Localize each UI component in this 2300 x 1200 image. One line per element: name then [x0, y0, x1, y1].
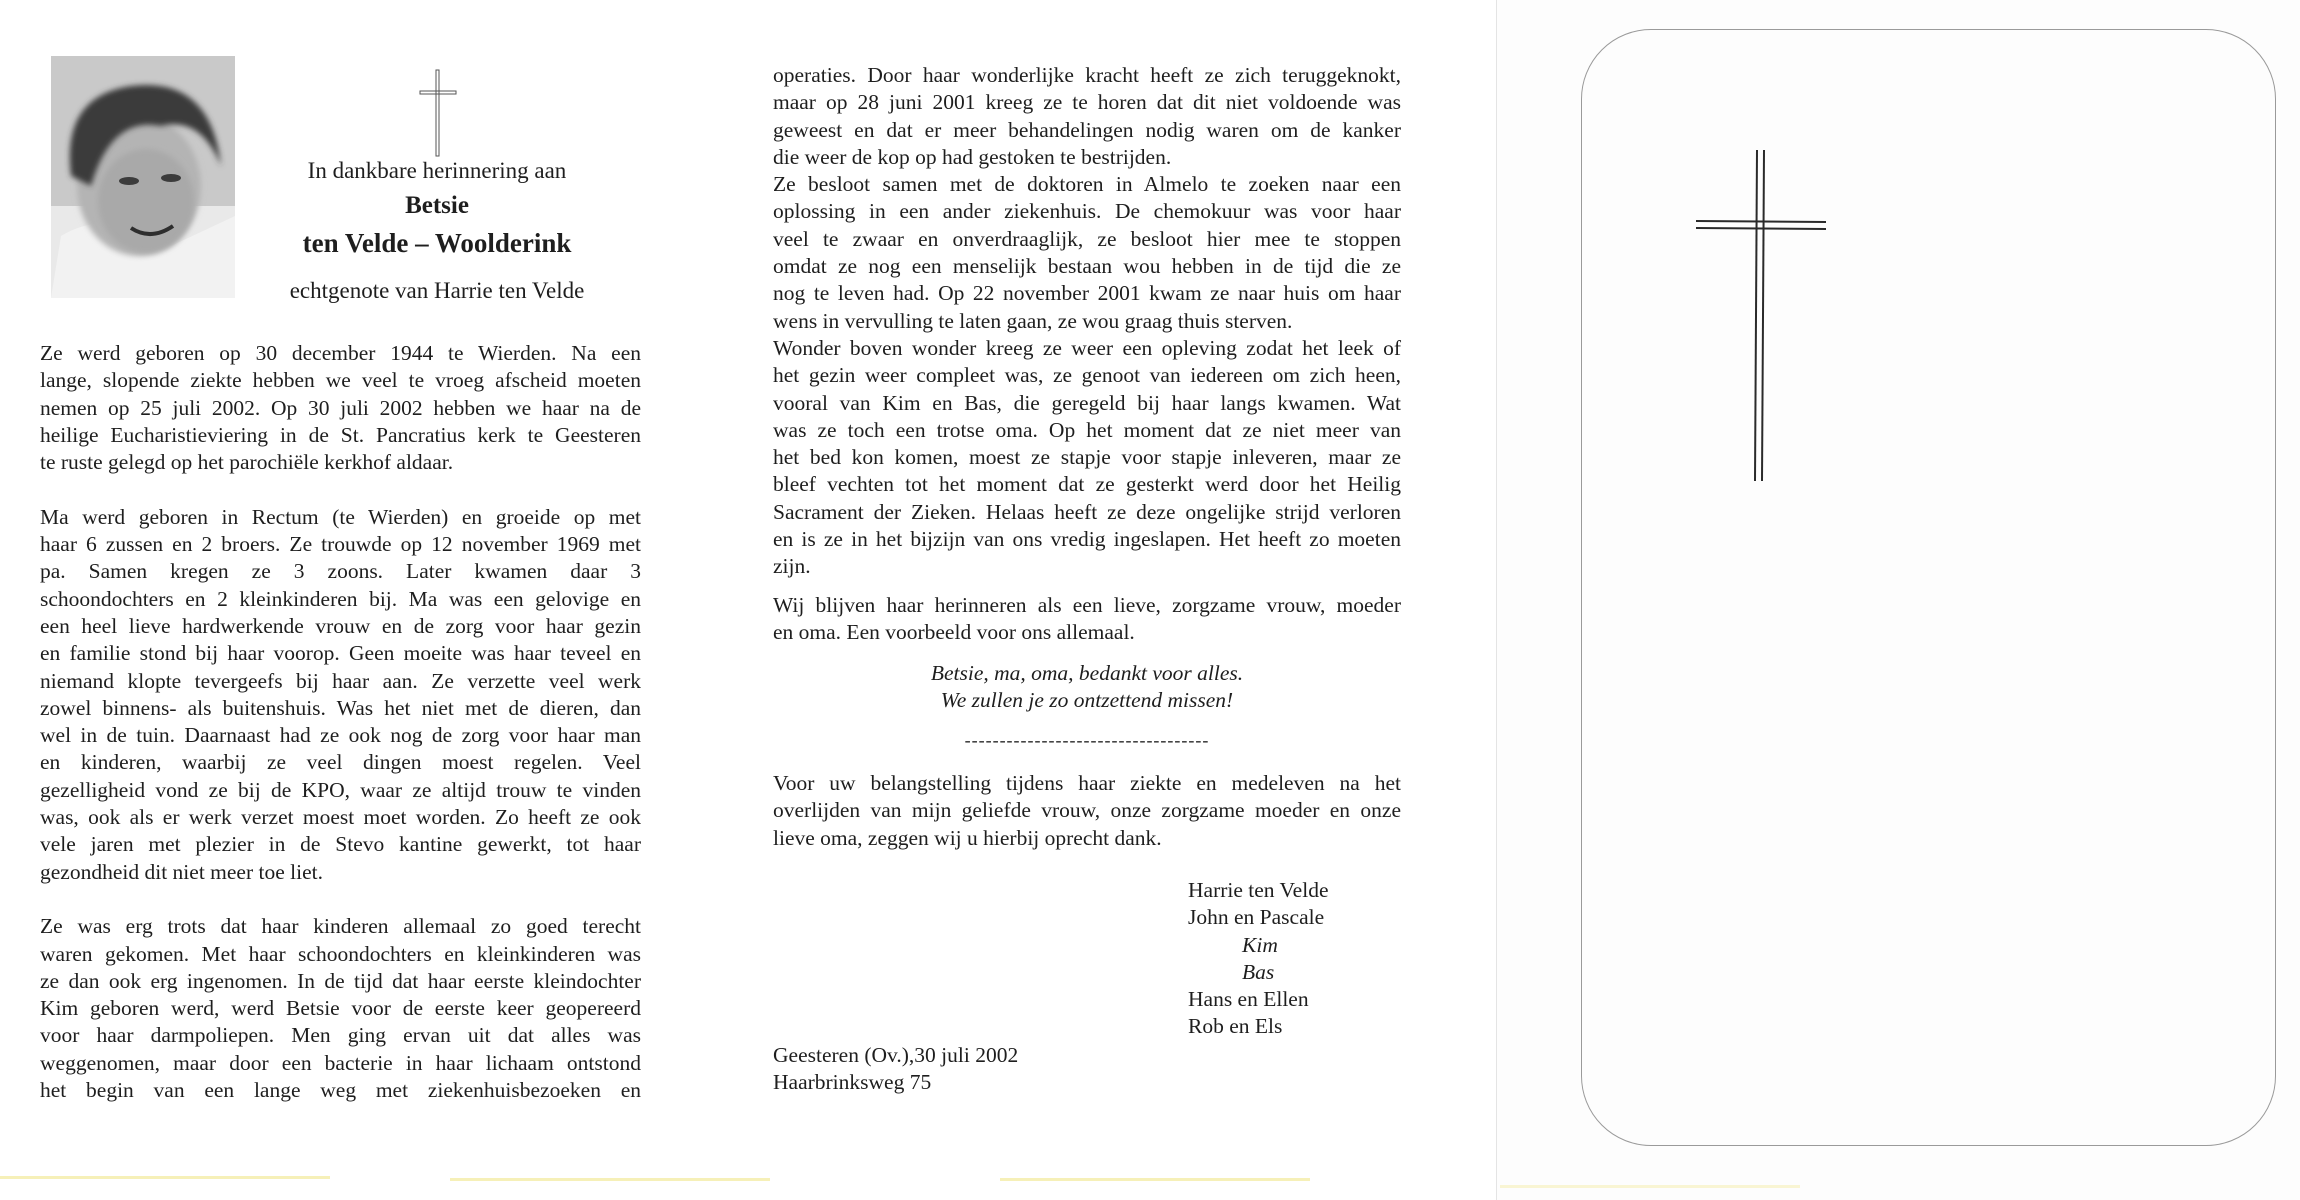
- text-line: gezelligheid vond ze bij de KPO, waar ze altijd trouw te vinden: [40, 777, 641, 802]
- text-line: het begin van een lange weg met ziekenhuisbezoeken en: [40, 1078, 641, 1103]
- text-line: nog te leven had. Op 22 november 2001 kwam ze naar huis om haar: [773, 281, 1401, 306]
- text-line: en is ze in het bijzijn van ons vredig ingeslapen. Het heeft zo moeten: [773, 527, 1401, 552]
- paper-edge: [1000, 1178, 1310, 1181]
- text-line: oplossing in een ander ziekenhuis. De chemokuur was voor haar: [773, 199, 1401, 224]
- biography-text: [40, 340, 641, 1104]
- cover-frame: [1581, 29, 2276, 1146]
- signatory-name: Kim: [1242, 932, 1278, 957]
- paragraph-gap: [40, 886, 641, 913]
- signatory-name: John en Pascale: [1188, 905, 1325, 930]
- biography-continued-text: [773, 62, 1401, 581]
- text-line: en oma. Een voorbeeld voor ons allemaal.: [773, 620, 1135, 645]
- text-line: operaties. Door haar wonderlijke kracht heeft ze zich teruggeknokt,: [773, 63, 1401, 87]
- signatory-name: Harrie ten Velde: [1188, 878, 1329, 902]
- text-line: die weer de kop op had gestoken te bestrijden.: [773, 144, 1172, 169]
- text-line: nemen op 25 juli 2002. Op 30 juli 2002 hebben we haar na de: [40, 395, 641, 420]
- text-line: Ma werd geboren in Rectum (te Wierden) en groeide op met: [40, 504, 641, 529]
- text-line: overlijden van mijn geliefde vrouw, onze zorgzame moeder en onze: [773, 798, 1401, 823]
- text-line: niemand klopte tevergeefs bij haar aan. Ze verzette veel werk: [40, 668, 641, 693]
- signatory-name: Hans en Ellen: [1188, 987, 1309, 1012]
- place-date: Geesteren (Ov.),30 juli 2002: [773, 1043, 1019, 1067]
- paper-edge: [1500, 1185, 1800, 1188]
- text-line: omdat ze nog een menselijk bestaan wou hebben in de tijd die ze: [773, 254, 1401, 279]
- text-line: gezondheid dit niet meer toe liet.: [40, 859, 323, 884]
- text-line: zijn.: [773, 554, 811, 579]
- paragraph: [773, 335, 1401, 581]
- text-line: en kinderen, waarbij ze veel dingen moest regelen. Veel: [40, 750, 641, 775]
- text-line: voor haar darmpoliepen. Men ging ervan uit dat alles was: [40, 1023, 641, 1048]
- paragraph-gap: [40, 476, 641, 503]
- text-line: veel te zwaar en onverdraaglijk, ze besloot hier mee te stoppen: [773, 226, 1401, 251]
- text-line: wel in de tuin. Daarnaast had ze ook nog de zorg voor haar man: [40, 723, 641, 748]
- signatory-name: Bas: [1242, 959, 1275, 984]
- spouse-line: echtgenote van Harrie ten Velde: [289, 278, 585, 303]
- signatory-name: Rob en Els: [1188, 1014, 1283, 1039]
- text-line: geweest en dat er meer behandelingen nodig waren om de kanker: [773, 117, 1401, 142]
- text-line: wens in vervulling te laten gaan, ze wou graag thuis sterven.: [773, 308, 1293, 333]
- text-line: was ze toch een trotse oma. Op het moment dat ze niet meer van: [773, 417, 1401, 442]
- address: Haarbrinksweg 75: [773, 1070, 932, 1095]
- text-line: Ze was erg trots dat haar kinderen allemaal zo goed terecht: [40, 914, 641, 939]
- cross-icon: [1690, 148, 1835, 488]
- paragraph: [773, 171, 1401, 335]
- thanks-paragraph: [773, 770, 1401, 852]
- text-line: waren gekomen. Met haar schoondochters en kleinkinderen was: [40, 941, 641, 966]
- first-name: Betsie: [405, 192, 469, 219]
- memorial-line: In dankbare herinnering aan: [307, 158, 567, 183]
- text-line: zowel binnens- als buitenshuis. Was het niet met de dieren, dan: [40, 695, 641, 720]
- text-line: schoondochters en 2 kleinkinderen bij. Ma was een gelovige en: [40, 586, 641, 611]
- text-line: bleef vechten tot het moment dat ze gesterkt werd door het Heilig: [773, 472, 1401, 497]
- paragraph: [773, 62, 1401, 171]
- paper-edge: [0, 1176, 330, 1179]
- text-line: weggenomen, maar door een bacterie in haar lichaam ontstond: [40, 1050, 641, 1075]
- full-name: ten Velde – Woolderink: [302, 228, 572, 258]
- text-line: vele jaren met plezier in de Stevo kantine gewerkt, tot haar: [40, 832, 641, 857]
- text-line: heilige Eucharistieviering in de St. Pancratius kerk te Geesteren: [40, 422, 641, 447]
- portrait-photo: [51, 56, 235, 298]
- divider: -----------------------------------: [964, 730, 1210, 750]
- text-line: Ze besloot samen met de doktoren in Almelo te zoeken naar een: [773, 172, 1401, 197]
- small-cross-icon: [418, 68, 458, 158]
- text-line: Ze werd geboren op 30 december 1944 te Wierden. Na een: [40, 341, 641, 365]
- sender-info: [773, 1042, 1173, 1097]
- text-line: het gezin weer compleet was, ze genoot van iedereen om zich heen,: [773, 363, 1401, 388]
- text-line: Wonder boven wonder kreeg ze weer een opleving zodat het leek of: [773, 335, 1401, 360]
- remembrance-paragraph: [773, 592, 1401, 647]
- paragraph: [40, 504, 641, 886]
- text-line: maar op 28 juni 2001 kreeg ze te horen dat dit niet voldoende was: [773, 90, 1401, 115]
- paper-edge: [450, 1178, 770, 1181]
- text-line: lange, slopende ziekte hebben we veel te vroeg afscheid moeten: [40, 368, 641, 393]
- text-line: het bed kon komen, moest ze stapje voor stapje inleveren, maar ze: [773, 445, 1401, 470]
- farewell-line: We zullen je zo ontzettend missen!: [940, 688, 1234, 713]
- text-line: haar 6 zussen en 2 broers. Ze trouwde op 12 november 1969 met: [40, 532, 641, 557]
- text-line: Sacrament der Zieken. Helaas heeft ze deze ongelijke strijd verloren: [773, 499, 1401, 524]
- text-line: Kim geboren werd, werd Betsie voor de eerste keer geopereerd: [40, 996, 641, 1021]
- text-line: Voor uw belangstelling tijdens haar ziekte en medeleven na het: [773, 771, 1401, 795]
- text-line: een heel lieve hardwerkende vrouw en de zorg voor haar gezin: [40, 613, 641, 638]
- text-line: ze dan ook erg ingenomen. In de tijd dat haar eerste kleindochter: [40, 968, 641, 993]
- text-line: te ruste gelegd op het parochiële kerkhof aldaar.: [40, 450, 454, 475]
- text-line: en familie stond bij haar voorop. Geen moeite was haar teveel en: [40, 641, 641, 666]
- text-line: lieve oma, zeggen wij u hierbij oprecht dank.: [773, 825, 1162, 850]
- paragraph: [40, 340, 641, 476]
- text-line: vooral van Kim en Bas, die geregeld bij haar langs kwamen. Wat: [773, 390, 1401, 415]
- text-line: Wij blijven haar herinneren als een lieve, zorgzame vrouw, moeder: [773, 593, 1401, 617]
- text-line: pa. Samen kregen ze 3 zoons. Later kwamen daar 3: [40, 559, 641, 584]
- farewell-quote: [773, 660, 1401, 715]
- text-line: was, ook als er werk verzet moest moet worden. Zo heeft ze ook: [40, 805, 641, 830]
- signatories: [1188, 877, 1408, 1041]
- farewell-line: Betsie, ma, oma, bedankt voor alles.: [930, 661, 1244, 685]
- paragraph: [40, 913, 641, 1104]
